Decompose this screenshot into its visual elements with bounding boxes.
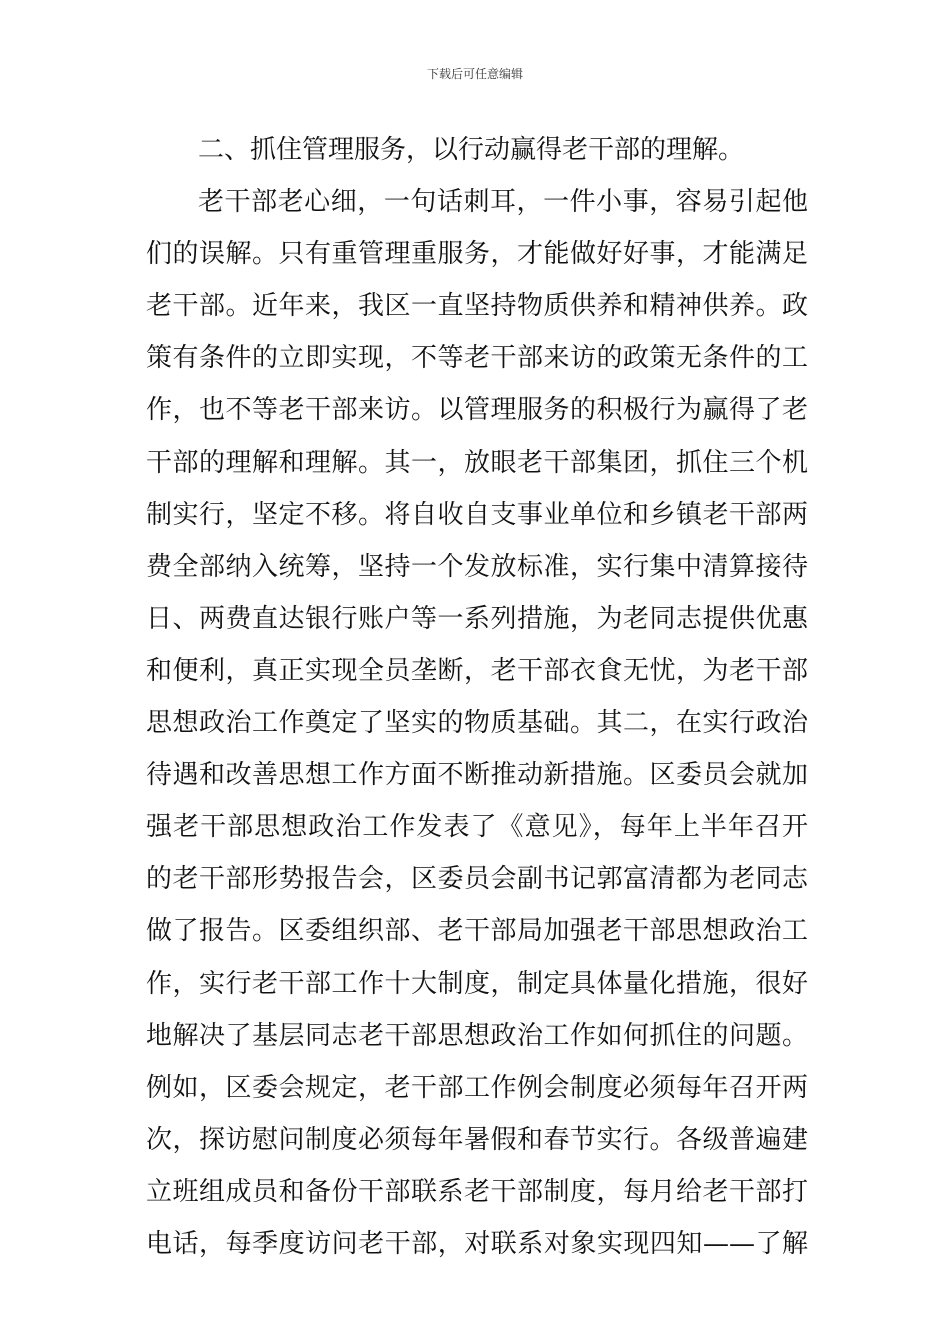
- paragraph-line: 作，实行老干部工作十大制度，制定具体量化措施，很好: [146, 968, 808, 999]
- paragraph-line: 电话，每季度访问老干部，对联系对象实现四知——了解: [146, 1228, 808, 1259]
- paragraph-line: 思想政治工作奠定了坚实的物质基础。其二，在实行政治: [146, 708, 808, 739]
- paragraph-line: 日、两费直达银行账户等一系列措施，为老同志提供优惠: [146, 603, 808, 634]
- paragraph-line: 和便利，真正实现全员垄断，老干部衣食无忧，为老干部: [146, 655, 808, 686]
- paragraph-line: 干部的理解和理解。其一，放眼老干部集团，抓住三个机: [146, 447, 808, 478]
- paragraph-line: 老干部老心细，一句话刺耳，一件小事，容易引起他: [198, 187, 808, 218]
- document-body: [146, 124, 808, 1270]
- paragraph-line: 策有条件的立即实现，不等老干部来访的政策无条件的工: [146, 343, 808, 374]
- paragraph-line: 做了报告。区委组织部、老干部局加强老干部思想政治工: [146, 916, 808, 947]
- paragraph-line: 待遇和改善思想工作方面不断推动新措施。区委员会就加: [146, 760, 808, 791]
- paragraph-line: 们的误解。只有重管理重服务，才能做好好事，才能满足: [146, 239, 808, 270]
- paragraph-line: 老干部。近年来，我区一直坚持物质供养和精神供养。政: [146, 291, 808, 322]
- paragraph-line: 强老干部思想政治工作发表了《意见》，每年上半年召开: [146, 812, 808, 843]
- paragraph-line: 的老干部形势报告会，区委员会副书记郭富清都为老同志: [146, 864, 808, 895]
- page-header: 下载后可任意编辑: [426, 67, 523, 81]
- paragraph-line: 地解决了基层同志老干部思想政治工作如何抓住的问题。: [146, 1020, 808, 1051]
- paragraph-line: 制实行，坚定不移。将自收自支事业单位和乡镇老干部两: [146, 499, 808, 530]
- paragraph-line: 例如，区委会规定，老干部工作例会制度必须每年召开两: [146, 1072, 808, 1103]
- paragraph-line: 次，探访慰问制度必须每年暑假和春节实行。各级普遍建: [146, 1124, 808, 1155]
- paragraph-line: 费全部纳入统筹，坚持一个发放标准，实行集中清算接待: [146, 551, 808, 582]
- paragraph-line: 立班组成员和备份干部联系老干部制度，每月给老干部打: [146, 1176, 808, 1207]
- paragraph-line: 作，也不等老干部来访。以管理服务的积极行为赢得了老: [146, 395, 808, 426]
- section-heading: 二、抓住管理服务，以行动赢得老干部的理解。: [198, 135, 745, 165]
